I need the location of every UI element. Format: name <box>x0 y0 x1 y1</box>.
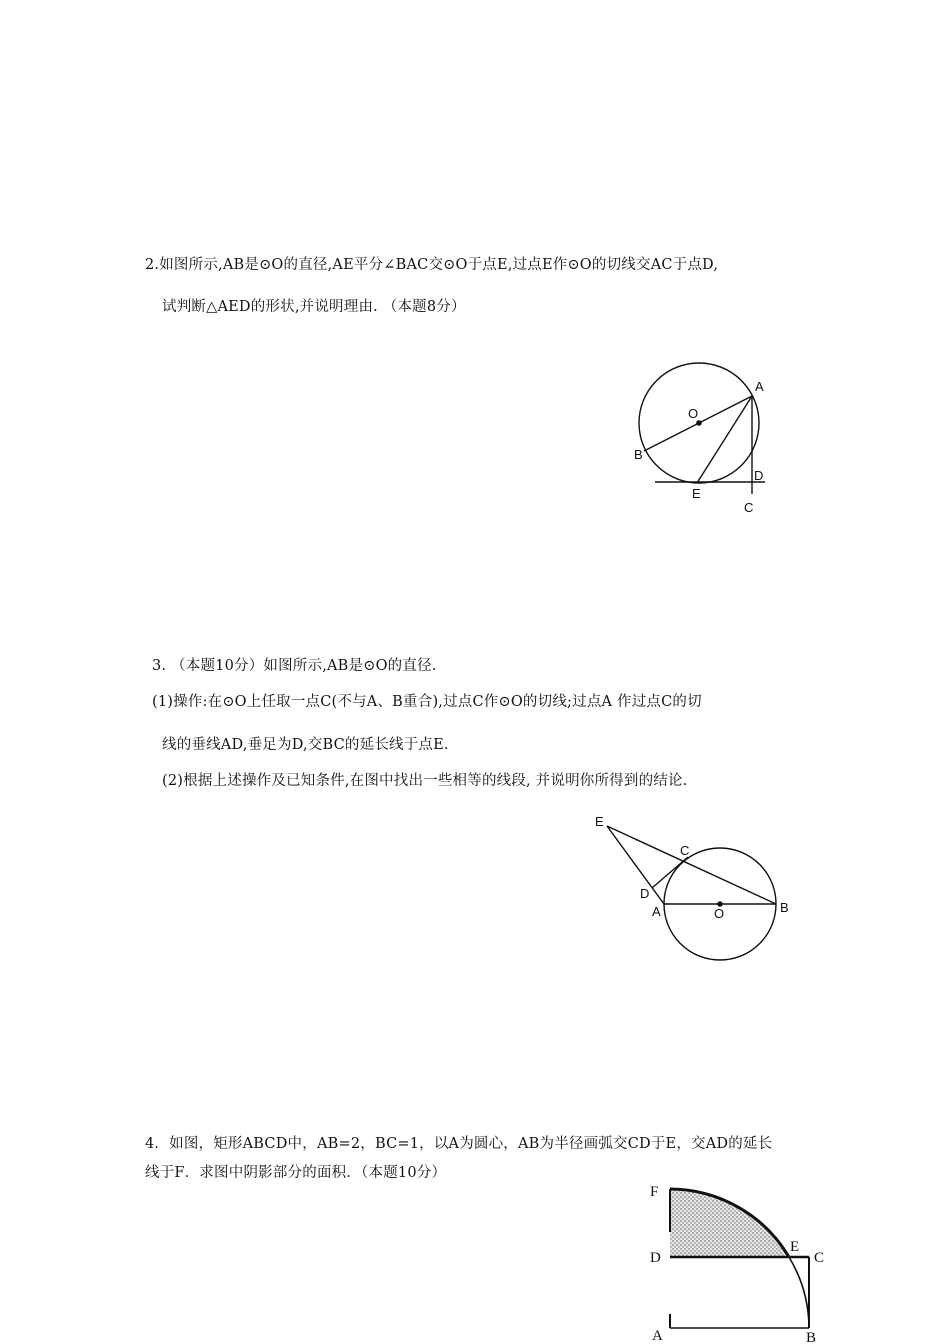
q2-text-line-2: 试判断△AED的形状,并说明理由. （本题8分） <box>162 299 466 315</box>
q4-label-d: D <box>650 1250 661 1266</box>
q2-label-c: C <box>744 500 754 515</box>
q4-label-f: F <box>650 1184 659 1200</box>
q3-label-e: E <box>595 814 604 829</box>
q2-label-a: A <box>755 379 764 394</box>
q2-text-line-1: 2.如图所示,AB是⊙O的直径,AE平分∠BAC交⊙O于点E,过点E作⊙O的切线交AC于点D, <box>145 257 719 273</box>
q3-label-o: O <box>714 906 725 921</box>
q4-label-b: B <box>806 1330 817 1344</box>
q3-text-line-2: (1)操作:在⊙O上任取一点C(不与A、B重合),过点C作⊙O的切线;过点A 作过点C的切 <box>152 694 702 710</box>
q4-label-c: C <box>814 1250 825 1266</box>
q4-text-line-2: 线于F．求图中阴影部分的面积．（本题10分） <box>145 1165 447 1181</box>
q4-label-e: E <box>790 1239 800 1255</box>
q3-label-c: C <box>680 843 690 858</box>
q3-label-a: A <box>652 904 661 919</box>
q2-label-e: E <box>692 486 701 501</box>
q2-label-b: B <box>634 447 643 462</box>
q3-label-b: B <box>780 900 789 915</box>
q2-label-d: D <box>754 468 764 483</box>
q3-text-line-4: (2)根据上述操作及已知条件,在图中找出一些相等的线段, 并说明你所得到的结论. <box>162 773 688 789</box>
q4-shaded-region <box>670 1189 789 1257</box>
q4-label-a: A <box>652 1328 663 1344</box>
q3-text-line-1: 3. （本题10分）如图所示,AB是⊙O的直径. <box>152 658 437 674</box>
q3-text-line-3: 线的垂线AD,垂足为D,交BC的延长线于点E. <box>162 737 449 753</box>
q2-label-o: O <box>688 406 699 421</box>
q4-text-line-1: 4．如图，矩形ABCD中，AB=2，BC=1，以A为圆心，AB为半径画弧交CD于E，交AD的延长 <box>145 1136 773 1152</box>
q4-arc-eb <box>789 1257 809 1328</box>
q3-label-d: D <box>640 886 650 901</box>
